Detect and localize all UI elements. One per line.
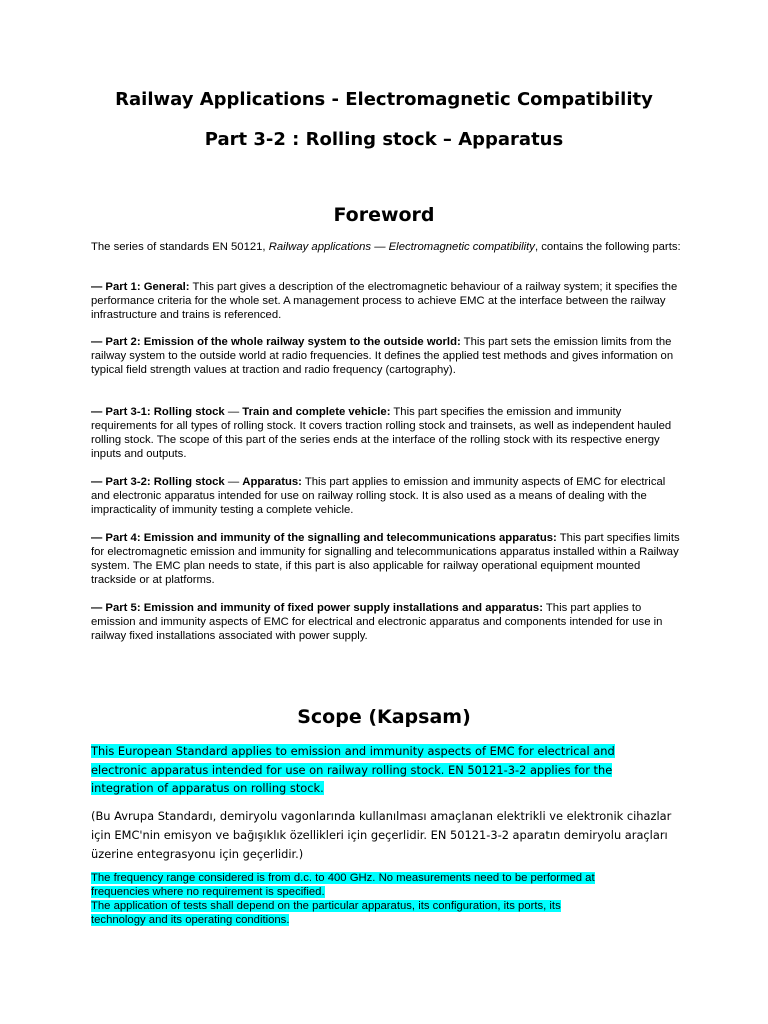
frequency-line: technology and its operating conditions. xyxy=(91,914,290,926)
frequency-line: The application of tests shall depend on the particular apparatus, its configuration, its ports, its xyxy=(91,900,561,912)
part-1-text: This part gives a description of the electromagnetic behaviour of a railway system; it specifies the performance criteria for the whole set. A management process to achieve EMC at the interface between the railway infrastructure and trains is referenced. xyxy=(91,281,678,321)
part-3-2-text: This part applies to emission and immunity aspects of EMC for electrical and electronic apparatus intended for use on railway rolling stock. It is also used as a means of dealing with the impracticality of immunity testing a complete vehicle. xyxy=(91,476,666,516)
part-3-1-dash: — xyxy=(224,406,243,418)
part-3-1-paragraph xyxy=(91,405,687,461)
part-3-2-label: — Part 3-2: Rolling stock xyxy=(91,476,225,488)
part-3-2-paragraph xyxy=(91,475,687,517)
part-5-label: — Part 5: Emission and immunity of fixed power supply installations and apparatus: xyxy=(91,602,543,614)
intro-text-end: , contains the following parts: xyxy=(534,241,681,253)
part-1-paragraph xyxy=(91,280,687,322)
part-2-paragraph xyxy=(91,335,687,377)
part-3-1-label: — Part 3-1: Rolling stock xyxy=(91,406,225,418)
part-2-label: — Part 2: Emission of the whole railway system to the outside world: xyxy=(91,336,461,348)
foreword-intro xyxy=(91,240,687,254)
part-5-text: This part applies to emission and immunity aspects of EMC for electrical and electronic apparatus and components intended for use in railway fixed installations associated with power supply. xyxy=(91,602,663,642)
part-5-paragraph xyxy=(91,601,687,643)
frequency-paragraph xyxy=(91,871,691,927)
document-title: Railway Applications - Electromagnetic Compatibility xyxy=(115,89,653,110)
part-4-text: This part specifies limits for electromagnetic emission and immunity for signalling and telecommunications apparatus installed within a Railway system. The EMC plan needs to state, if this part is also applicable for railway operational equipment mounted trackside or at platforms. xyxy=(91,532,680,586)
scope-english-line: integration of apparatus on rolling stock. xyxy=(91,781,324,795)
part-3-1-label-title: Train and complete vehicle: xyxy=(242,406,391,418)
frequency-line: frequencies where no requirement is specified. xyxy=(91,886,325,898)
scope-turkish-paragraph: (Bu Avrupa Standardı, demiryolu vagonlarında kullanılması amaçlanan elektrikli ve elektronik cihazlar için EMC'nin emisyon ve bağışıklık özellikleri için geçerlidir. EN 50121-3-2 aparatın demiryolu araçları üzerine entegrasyonu için geçerlidir.) xyxy=(91,809,672,861)
scope-english-paragraph xyxy=(91,742,687,798)
scope-english-line: electronic apparatus intended for use on railway rolling stock. EN 50121-3-2 applies for the xyxy=(91,762,613,777)
scope-heading: Scope (Kapsam) xyxy=(297,706,471,728)
part-4-label: — Part 4: Emission and immunity of the signalling and telecommunications apparatus: xyxy=(91,532,557,544)
part-3-2-label-title: Apparatus: xyxy=(242,476,302,488)
scope-english-line: This European Standard applies to emission and immunity aspects of EMC for electrical and xyxy=(91,744,615,758)
document-subtitle: Part 3-2 : Rolling stock – Apparatus xyxy=(204,129,564,150)
part-4-paragraph xyxy=(91,531,687,587)
frequency-line: The frequency range considered is from d.c. to 400 GHz. No measurements need to be performed at xyxy=(91,872,595,884)
part-1-label: — Part 1: General: xyxy=(91,281,190,293)
part-2-text: This part sets the emission limits from the railway system to the outside world at radio frequencies. It defines the applied test methods and gives information on typical field strength values at traction and radio frequency (cartography). xyxy=(91,336,674,376)
intro-text: The series of standards EN 50121, xyxy=(91,241,269,253)
intro-series-title: Railway applications — Electromagnetic compatibility xyxy=(268,241,535,253)
part-3-1-text: This part specifies the emission and immunity requirements for all types of rolling stock. It covers traction rolling stock and trainsets, as well as independent hauled rolling stock. The scope of this part of the series ends at the interface of the rolling stock with its respective energy inputs and outputs. xyxy=(91,406,672,460)
part-3-2-dash: — xyxy=(224,476,243,488)
foreword-heading: Foreword xyxy=(333,204,435,226)
